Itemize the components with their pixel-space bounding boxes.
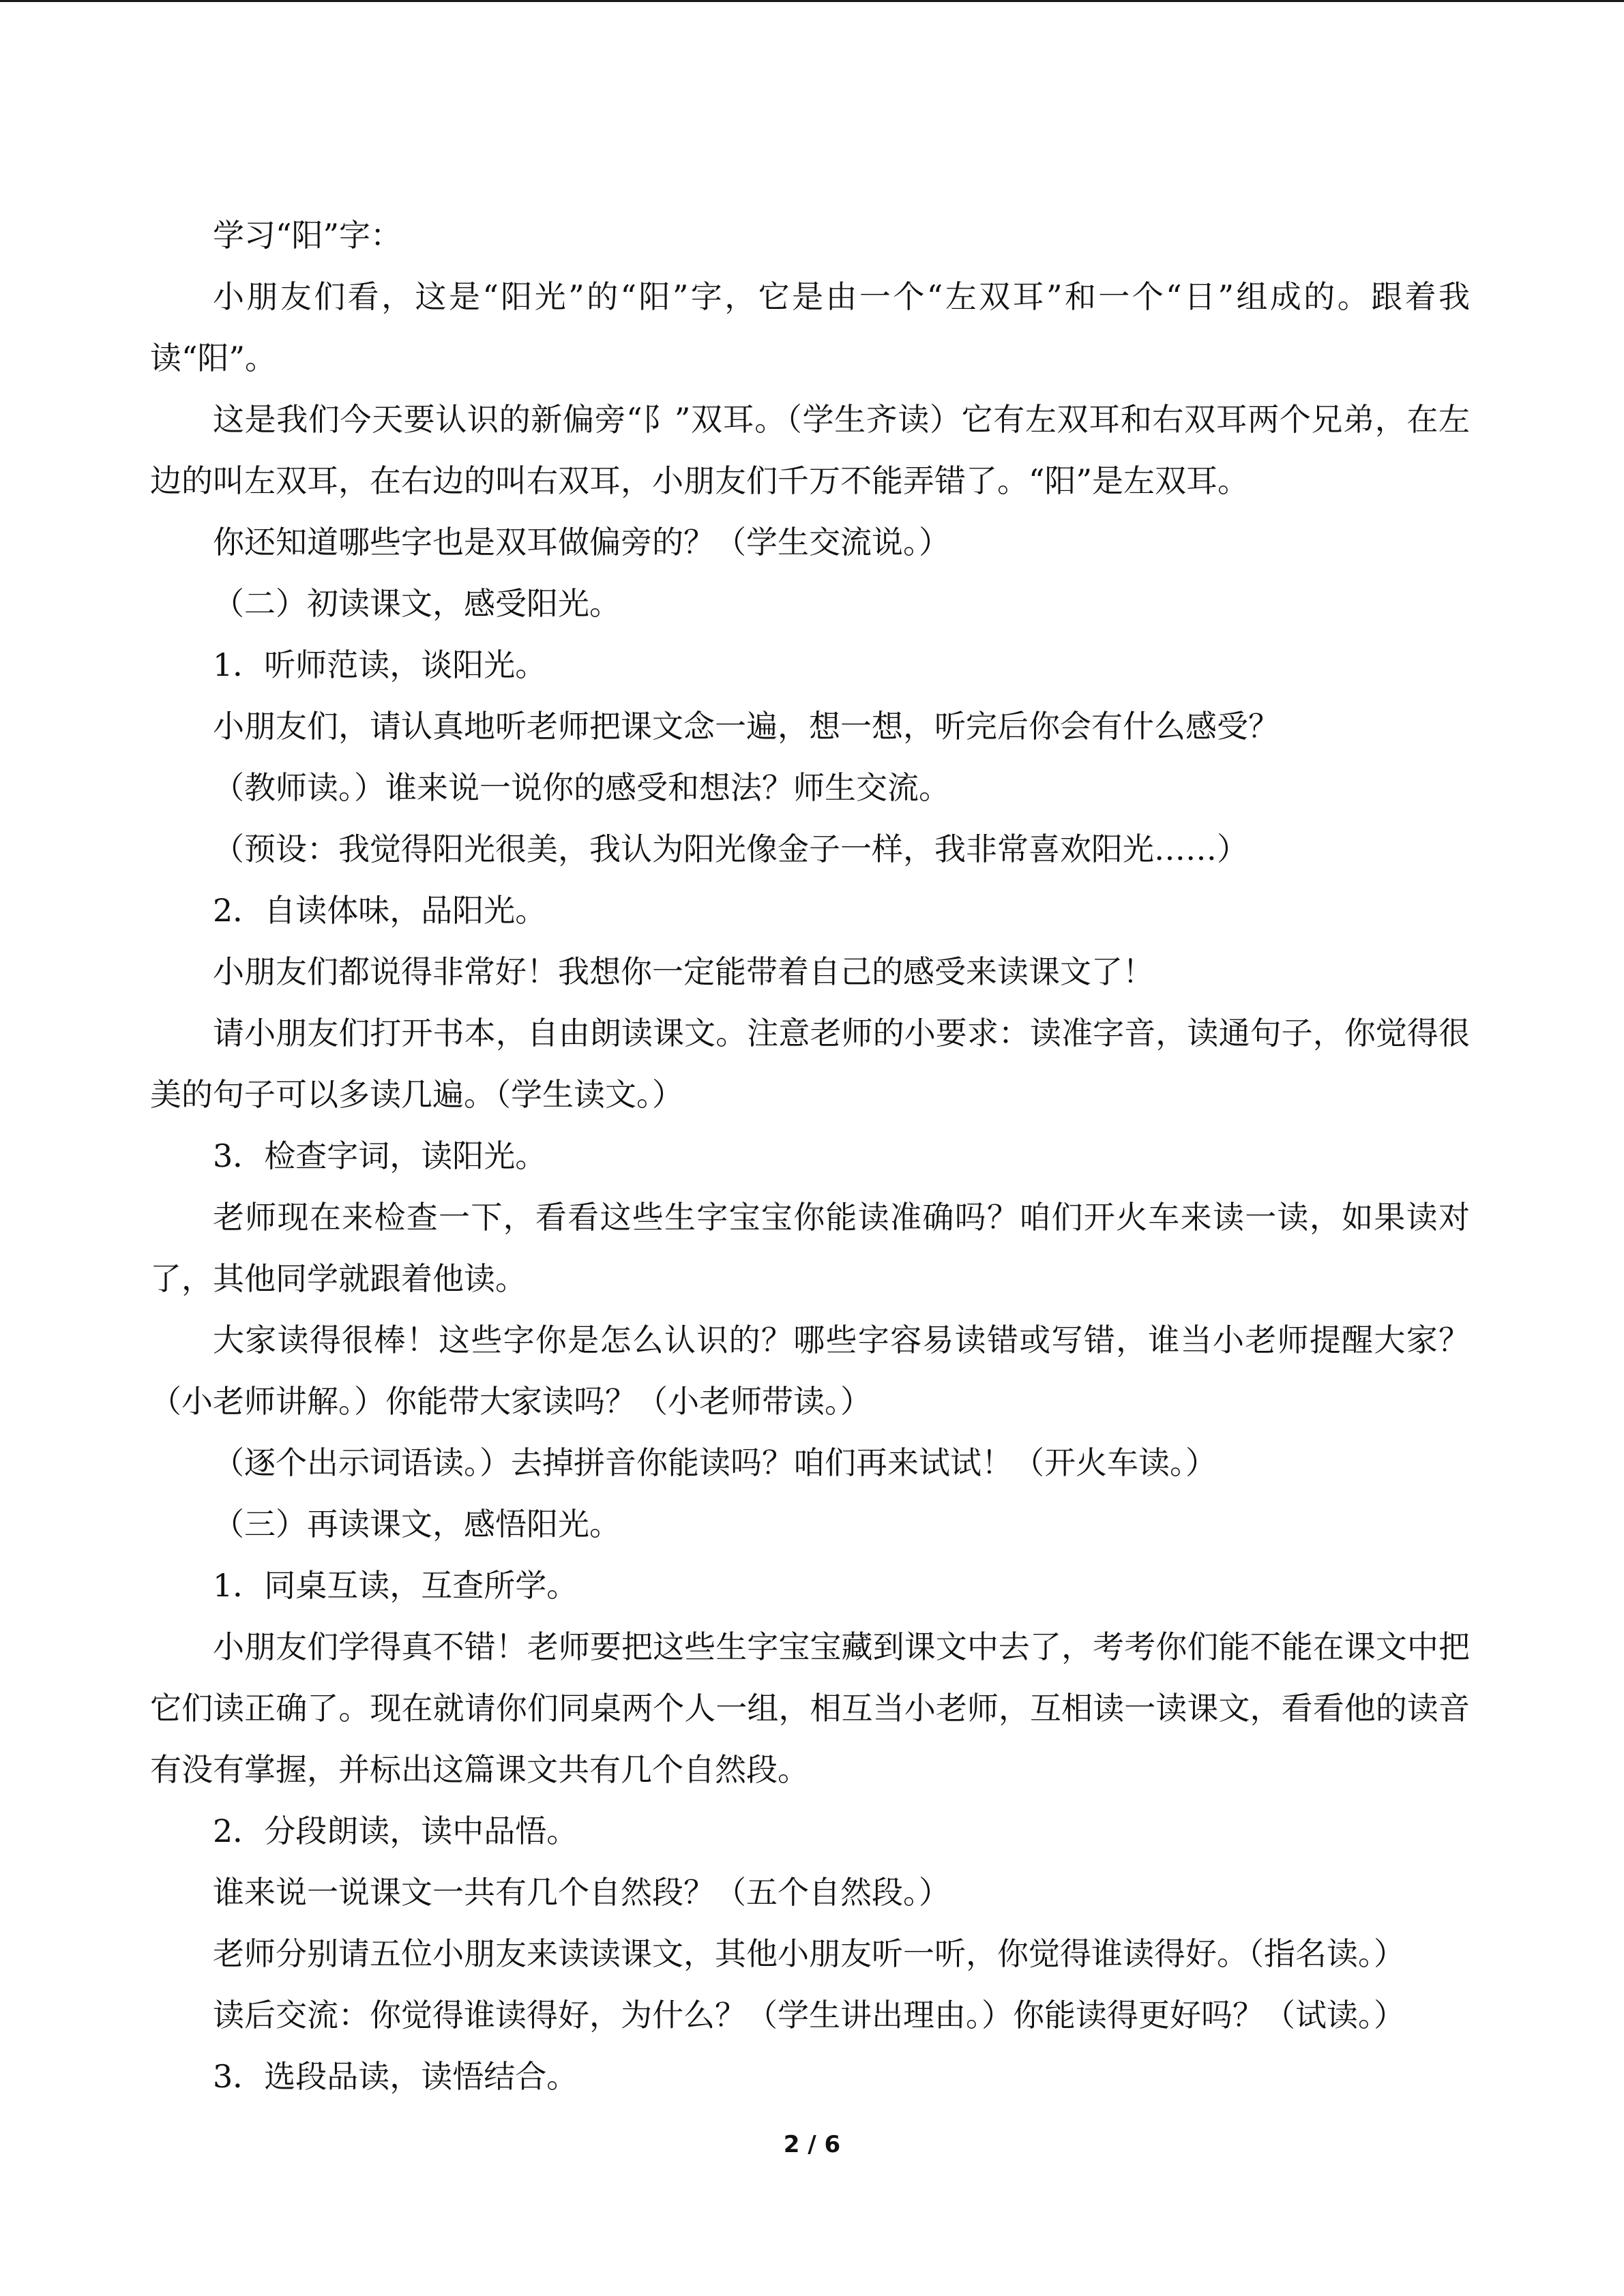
paragraph: 老师现在来检查一下，看看这些生字宝宝你能读准确吗？咱们开火车来读一读，如果读对了，其他同学就跟着他读。 bbox=[150, 1199, 1470, 1297]
paragraph: 学习“阳”字： bbox=[213, 217, 402, 254]
section-heading: （二）初读课文，感受阳光。 bbox=[213, 585, 621, 622]
paragraph: 小朋友们看，这是“阳光”的“阳”字，它是由一个“左双耳”和一个“日”组成的。跟着我读“阳”。 bbox=[150, 278, 1470, 376]
document-body bbox=[150, 205, 1470, 2107]
paragraph: 小朋友们学得真不错！老师要把这些生字宝宝藏到课文中去了，考考你们能不能在课文中把它们读正确了。现在就请你们同桌两个人一组，相互当小老师，互相读一读课文，看看他的读音有没有掌握，并标出这篇课文共有几个自然段。 bbox=[150, 1628, 1470, 1788]
subsection-heading: 2．自读体味，品阳光。 bbox=[213, 892, 547, 929]
subsection-heading: 1．听师范读，谈阳光。 bbox=[213, 646, 547, 683]
paragraph: 你还知道哪些字也是双耳做偏旁的？（学生交流说。） bbox=[213, 524, 950, 561]
paragraph: 小朋友们都说得非常好！我想你一定能带着自己的感受来读课文了！ bbox=[213, 953, 1154, 990]
paragraph: 小朋友们，请认真地听老师把课文念一遍，想一想，听完后你会有什么感受？ bbox=[213, 708, 1280, 745]
paragraph: （逐个出示词语读。）去掉拼音你能读吗？咱们再来试试！（开火车读。） bbox=[213, 1444, 1217, 1481]
top-border-line bbox=[0, 0, 1624, 2]
paragraph: 老师分别请五位小朋友来读读课文，其他小朋友听一听，你觉得谁读得好。（指名读。） bbox=[213, 1935, 1405, 1972]
paragraph: 请小朋友们打开书本，自由朗读课文。注意老师的小要求：读准字音，读通句子，你觉得很美的句子可以多读几遍。（学生读文。） bbox=[150, 1015, 1470, 1113]
paragraph: 大家读得很棒！这些字你是怎么认识的？哪些字容易读错或写错，谁当小老师提醒大家？（小老师讲解。）你能带大家读吗？（小老师带读。） bbox=[150, 1322, 1470, 1420]
subsection-heading: 1．同桌互读，互查所学。 bbox=[213, 1567, 578, 1604]
paragraph: （预设：我觉得阳光很美，我认为阳光像金子一样，我非常喜欢阳光……） bbox=[213, 831, 1248, 867]
subsection-heading: 3．选段品读，读悟结合。 bbox=[213, 2058, 578, 2095]
paragraph: （教师读。）谁来说一说你的感受和想法？师生交流。 bbox=[213, 769, 950, 806]
paragraph: 谁来说一说课文一共有几个自然段？（五个自然段。） bbox=[213, 1874, 950, 1911]
section-heading: （三）再读课文，感悟阳光。 bbox=[213, 1506, 621, 1542]
subsection-heading: 2．分段朗读，读中品悟。 bbox=[213, 1813, 578, 1849]
paragraph: 读后交流：你觉得谁读得好，为什么？（学生讲出理由。）你能读得更好吗？（试读。） bbox=[213, 1997, 1405, 2033]
paragraph: 这是我们今天要认识的新偏旁“阝”双耳。（学生齐读）它有左双耳和右双耳两个兄弟，在左边的叫左双耳，在右边的叫右双耳，小朋友们千万不能弄错了。“阳”是左双耳。 bbox=[150, 401, 1470, 499]
subsection-heading: 3．检查字词，读阳光。 bbox=[213, 1137, 547, 1174]
page-number: 2 / 6 bbox=[783, 2131, 841, 2158]
